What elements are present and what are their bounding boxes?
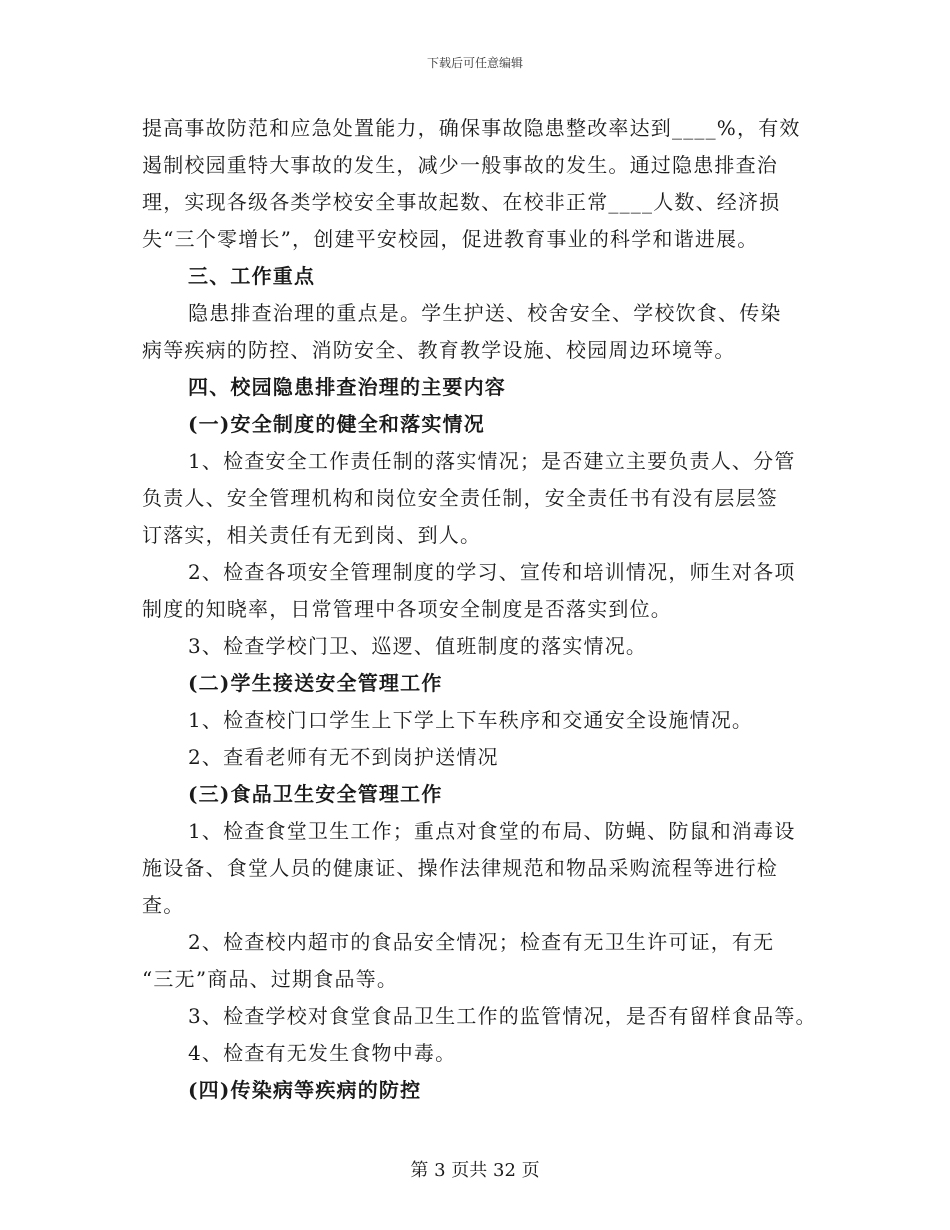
paragraph-line: 提高事故防范和应急处置能力，确保事故隐患整改率达到____%，有效: [142, 116, 801, 140]
paragraph-line: 2、检查各项安全管理制度的学习、宣传和培训情况，师生对各项: [188, 560, 796, 584]
subsection-heading: (二)学生接送安全管理工作: [188, 671, 443, 695]
page-number: 第 3 页共 32 页: [410, 1160, 540, 1181]
paragraph-line: 2、查看老师有无不到岗护送情况: [188, 745, 499, 769]
paragraph-line: 理，实现各级各类学校安全事故起数、在校非正常____人数、经济损: [142, 190, 781, 214]
document-body: [142, 110, 832, 1109]
paragraph-line: 4、检查有无发生食物中毒。: [188, 1041, 457, 1065]
paragraph-line: 负责人、安全管理机构和岗位安全责任制，安全责任书有没有层层签: [142, 486, 778, 510]
paragraph-line: 2、检查校内超市的食品安全情况；检查有无卫生许可证，有无: [188, 930, 775, 954]
paragraph-line: 1、检查食堂卫生工作；重点对食堂的布局、防蝇、防鼠和消毒设: [188, 819, 796, 843]
section-heading: 三、工作重点: [188, 264, 316, 288]
paragraph-line: 失“三个零增长”，创建平安校园，促进教育事业的科学和谐进展。: [142, 227, 759, 251]
paragraph-line: 制度的知晓率，日常管理中各项安全制度是否落实到位。: [142, 597, 672, 621]
paragraph-line: 订落实，相关责任有无到岗、到人。: [142, 523, 482, 547]
section-heading: 四、校园隐患排查治理的主要内容: [188, 375, 506, 399]
page-header: 下载后可任意编辑: [426, 56, 523, 70]
paragraph-line: 遏制校园重特大事故的发生，减少一般事故的发生。通过隐患排查治: [142, 153, 778, 177]
paragraph-line: 1、检查校门口学生上下学上下车秩序和交通安全设施情况。: [188, 708, 754, 732]
subsection-heading: (四)传染病等疾病的防控: [188, 1078, 422, 1102]
paragraph-line: 查。: [142, 893, 185, 917]
paragraph-line: 1、检查安全工作责任制的落实情况；是否建立主要负责人、分管: [188, 449, 796, 473]
paragraph-line: 隐患排查治理的重点是。学生护送、校舍安全、学校饮食、传染: [188, 301, 782, 325]
paragraph-line: 3、检查学校对食堂食品卫生工作的监管情况，是否有留样食品等。: [188, 1004, 817, 1028]
paragraph-line: 病等疾病的防控、消防安全、教育教学设施、校园周边环境等。: [142, 338, 736, 362]
subsection-heading: (三)食品卫生安全管理工作: [188, 782, 443, 806]
subsection-heading: (一)安全制度的健全和落实情况: [188, 412, 485, 436]
paragraph-line: 施设备、食堂人员的健康证、操作法律规范和物品采购流程等进行检: [142, 856, 778, 880]
paragraph-line: “三无”商品、过期食品等。: [142, 967, 399, 991]
paragraph-line: 3、检查学校门卫、巡逻、值班制度的落实情况。: [188, 634, 648, 658]
